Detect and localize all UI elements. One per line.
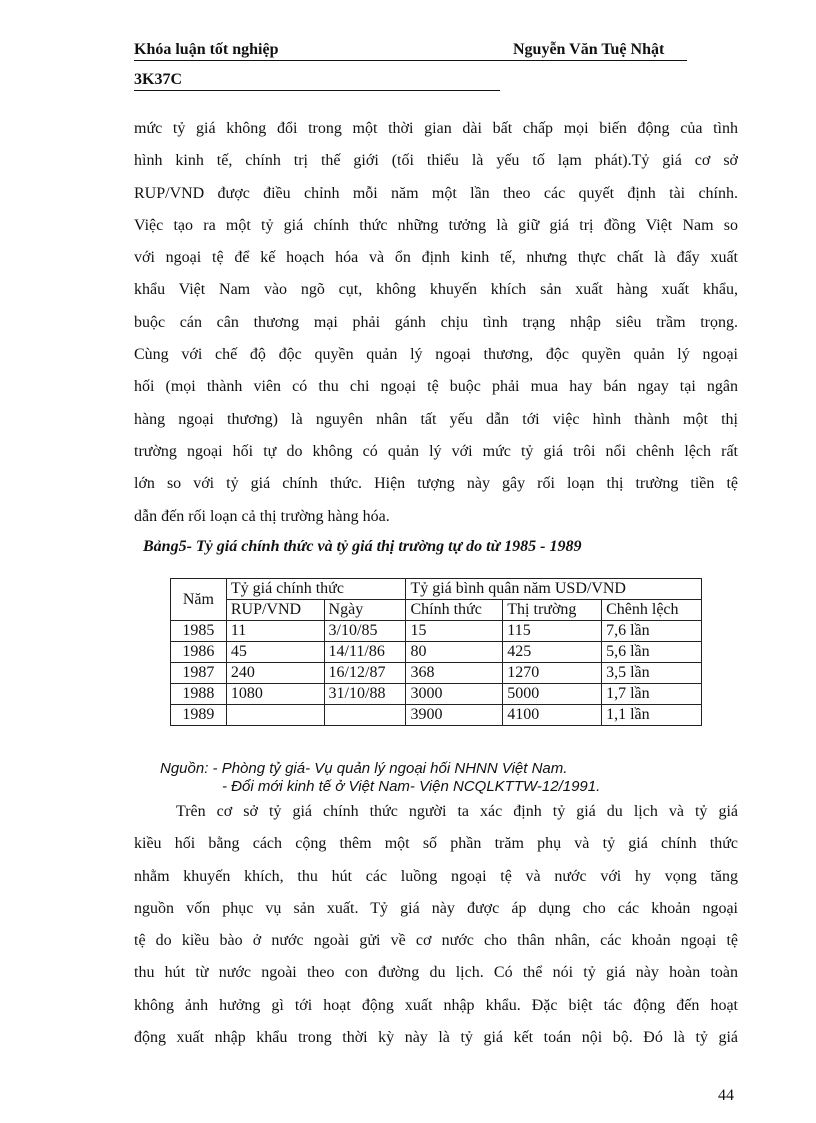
cell-rup: 240: [226, 663, 324, 684]
subheader-rup-vnd: RUP/VND: [226, 600, 324, 621]
text-line: nguồn vốn phục vụ sản xuất. Tỷ giá này được áp dụng cho các khoản ngoại: [134, 899, 738, 917]
cell-official: 15: [406, 621, 503, 642]
text-line: nhằm khuyến khích, thu hút các luồng ngoại tệ và nước với hy vọng tăng: [134, 867, 738, 885]
page-header: [134, 40, 687, 61]
cell-rup: 1080: [226, 684, 324, 705]
table-header-row: [171, 579, 702, 600]
header-thesis-title: Khóa luận tốt nghiệp: [134, 41, 279, 58]
table-row: [171, 705, 702, 726]
exchange-rate-table: [170, 578, 702, 726]
cell-market: 1270: [503, 663, 602, 684]
cell-date: [324, 705, 406, 726]
table-row: [171, 684, 702, 705]
cell-year: 1986: [171, 642, 227, 663]
page-number: 44: [718, 1087, 734, 1104]
cell-official: 368: [406, 663, 503, 684]
cell-date: 3/10/85: [324, 621, 406, 642]
header-year: Năm: [171, 579, 227, 621]
cell-market: 425: [503, 642, 602, 663]
text-line: tệ do kiều bào ở nước ngoài gửi về cơ nước cho thân nhân, các khoản ngoại tệ: [134, 932, 738, 950]
paragraph-2: [134, 796, 738, 1054]
cell-difference: 1,1 lần: [602, 705, 702, 726]
cell-official: 3000: [406, 684, 503, 705]
text-line: Trên cơ sở tỷ giá chính thức người ta xác định tỷ giá du lịch và tỷ giá: [176, 803, 738, 820]
text-line: khẩu Việt Nam vào ngõ cụt, không khuyến khích sản xuất hàng xuất khẩu,: [134, 281, 738, 299]
text-line: Việc tạo ra một tỷ giá chính thức những tưởng là giữ giá trị đồng Việt Nam so: [134, 216, 738, 234]
text-line: kiều hối bằng cách cộng thêm một số phần trăm phụ và tỷ giá chính thức: [134, 835, 738, 853]
table-row: [171, 621, 702, 642]
text-line: Cùng với chế độ độc quyền quản lý ngoại thương, độc quyền quản lý ngoại: [134, 346, 738, 364]
cell-year: 1985: [171, 621, 227, 642]
cell-difference: 3,5 lần: [602, 663, 702, 684]
table-subheader-row: [171, 600, 702, 621]
header-official-rate: Tỷ giá chính thức: [226, 579, 406, 600]
text-line: hối (mọi thành viên có thu chi ngoại tệ buộc phải mua hay bán ngay tại ngân: [134, 378, 738, 396]
text-line: RUP/VND được điều chỉnh mỗi năm một lần theo các quyết định tài chính.: [134, 184, 738, 202]
subheader-official: Chính thức: [406, 600, 503, 621]
text-line: không ảnh hưởng gì tới hoạt động xuất nhập khẩu. Đặc biệt tác động đến hoạt: [134, 996, 738, 1014]
table-source-1: Nguồn: - Phòng tỷ giá- Vụ quản lý ngoại hối NHNN Việt Nam.: [160, 760, 568, 777]
cell-date: 16/12/87: [324, 663, 406, 684]
header-author: Nguyễn Văn Tuệ Nhật: [513, 41, 665, 58]
header-average-rate: Tỷ giá bình quân năm USD/VND: [406, 579, 702, 600]
cell-rup: [226, 705, 324, 726]
text-line: với ngoại tệ để kế hoạch hóa và ổn định kinh tế, nhưng thực chất là đẩy xuất: [134, 249, 738, 267]
cell-market: 115: [503, 621, 602, 642]
subheader-date: Ngày: [324, 600, 406, 621]
header-class-code: 3K37C: [134, 70, 500, 91]
cell-market: 4100: [503, 705, 602, 726]
text-line: hình kinh tế, chính trị thế giới (tối thiểu là yếu tố lạm phát).Tỷ giá cơ sở: [134, 152, 738, 170]
cell-official: 3900: [406, 705, 503, 726]
table-caption: Bảng5- Tỷ giá chính thức và tỷ giá thị trường tự do từ 1985 - 1989: [143, 538, 582, 555]
text-line: động xuất nhập khẩu trong thời kỳ này là tỷ giá kết toán nội bộ. Đó là tỷ giá: [134, 1029, 738, 1047]
subheader-difference: Chênh lệch: [602, 600, 702, 621]
cell-difference: 1,7 lần: [602, 684, 702, 705]
subheader-market: Thị trường: [503, 600, 602, 621]
paragraph-1: [134, 113, 738, 533]
text-line: thu hút từ nước ngoài theo con đường du lịch. Có thể nói tỷ giá này hoàn toàn: [134, 964, 738, 982]
text-line: buộc cán cân thương mại phải gánh chịu tình trạng nhập siêu trầm trọng.: [134, 313, 738, 331]
text-line: mức tỷ giá không đổi trong một thời gian dài bất chấp mọi biến động của tình: [134, 120, 738, 137]
table-source-2: - Đổi mới kinh tế ở Việt Nam- Viện NCQLKTTW-12/1991.: [222, 778, 601, 795]
text-line: hàng ngoại thương) là nguyên nhân tất yếu dẫn tới việc hình thành một thị: [134, 410, 738, 428]
cell-year: 1988: [171, 684, 227, 705]
cell-year: 1987: [171, 663, 227, 684]
table-row: [171, 663, 702, 684]
cell-official: 80: [406, 642, 503, 663]
cell-rup: 11: [226, 621, 324, 642]
cell-date: 31/10/88: [324, 684, 406, 705]
table-row: [171, 642, 702, 663]
text-line: lớn so với tỷ giá chính thức. Hiện tượng này gây rối loạn thị trường tiền tệ: [134, 475, 738, 493]
cell-year: 1989: [171, 705, 227, 726]
text-line: dẫn đến rối loạn cả thị trường hàng hóa.: [134, 507, 390, 525]
cell-market: 5000: [503, 684, 602, 705]
cell-difference: 5,6 lần: [602, 642, 702, 663]
cell-date: 14/11/86: [324, 642, 406, 663]
text-line: trường ngoại hối tự do không có quản lý với mức tỷ giá trôi nổi chênh lệch rất: [134, 442, 738, 460]
cell-difference: 7,6 lần: [602, 621, 702, 642]
cell-rup: 45: [226, 642, 324, 663]
